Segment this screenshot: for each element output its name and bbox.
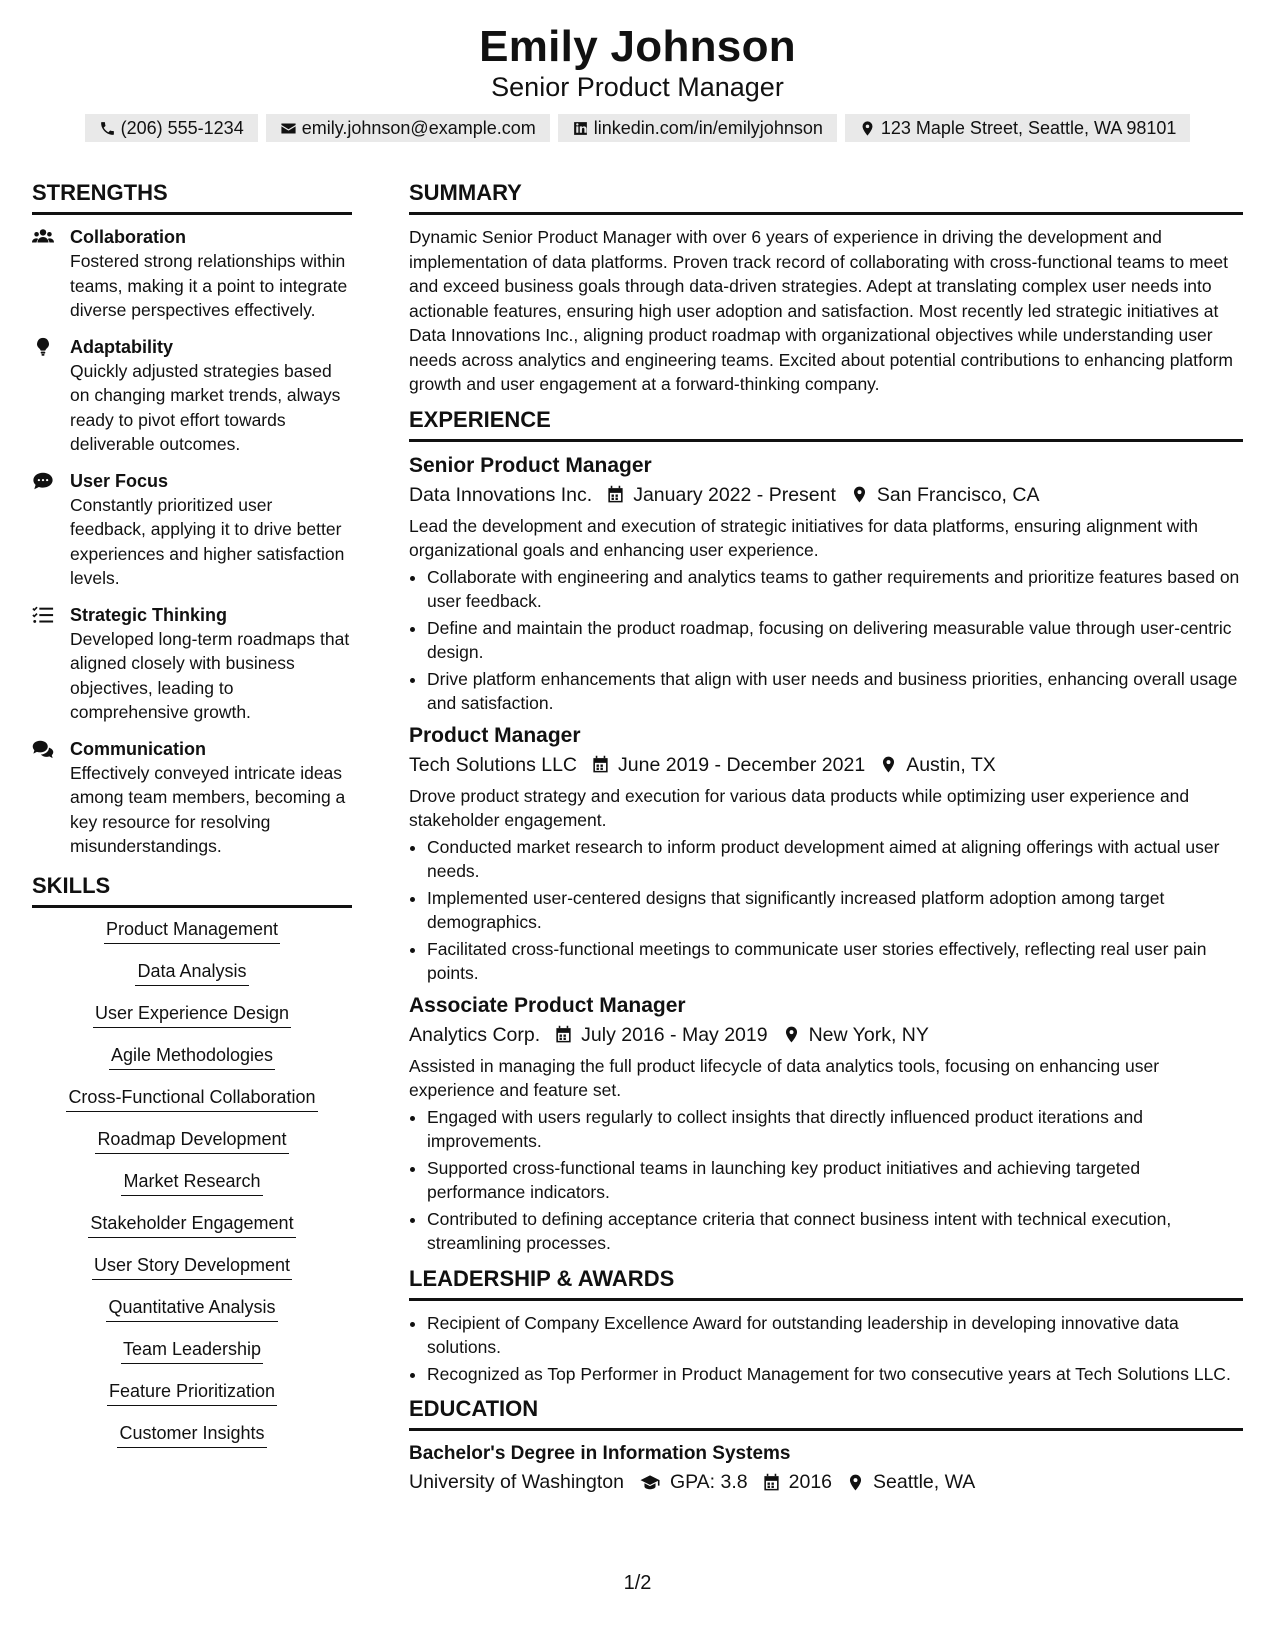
contact-bar	[0, 114, 1275, 142]
skill-tag: Agile Methodologies	[109, 1044, 275, 1070]
school-name: University of Washington	[409, 1471, 624, 1493]
job-location: New York, NY	[808, 1023, 929, 1046]
skill-tag: Customer Insights	[117, 1422, 266, 1448]
bullet-item: • Contributed to defining acceptance criteria that connect business intent with technical execution, streamlining processes.	[427, 1207, 1243, 1256]
comment-icon	[32, 471, 54, 491]
calendar-icon	[762, 1473, 781, 1492]
job-description: Assisted in managing the full product lifecycle of data analytics tools, focusing on enhancing user experience and feature set.	[409, 1055, 1160, 1100]
strength-desc: Constantly prioritized user feedback, applying it to drive better experiences and higher satisfaction levels.	[70, 494, 345, 588]
strength-title: Collaboration	[70, 227, 186, 247]
skill-tag: User Experience Design	[93, 1002, 291, 1028]
left-column	[32, 180, 352, 1464]
strength-item	[32, 225, 352, 323]
skill-tag: Feature Prioritization	[107, 1380, 277, 1406]
job-description: Lead the development and execution of strategic initiatives for data platforms, ensuring alignment with organizational goals and enhancing user experience.	[409, 515, 1198, 560]
right-column	[409, 180, 1243, 1501]
job-entry	[409, 452, 1243, 716]
job-meta	[409, 480, 1243, 510]
job-company: Analytics Corp.	[409, 1023, 541, 1046]
skill-tag: Stakeholder Engagement	[88, 1212, 295, 1238]
strength-item	[32, 603, 352, 725]
comments-icon	[32, 739, 54, 759]
job-bullets	[409, 565, 1243, 716]
leadership-bullets	[409, 1311, 1243, 1387]
strength-title: Strategic Thinking	[70, 604, 228, 625]
degree-title: Bachelor's Degree in Information Systems	[409, 1443, 791, 1464]
job-dates: July 2016 - May 2019	[581, 1023, 768, 1046]
job-title: Senior Product Manager	[409, 453, 652, 477]
bullet-item: • Engaged with users regularly to collect insights that directly influenced product iterations and improvements.	[427, 1105, 1243, 1154]
contact-phone-text: (206) 555-1234	[120, 117, 244, 138]
job-location: Austin, TX	[906, 753, 996, 776]
map-pin-icon	[782, 1025, 801, 1044]
job-meta	[409, 1020, 1243, 1050]
bullet-item: • Recipient of Company Excellence Award for outstanding leadership in developing innovative data solutions.	[427, 1311, 1243, 1360]
job-entry	[409, 722, 1243, 986]
education-entry	[409, 1441, 1243, 1497]
linkedin-icon	[572, 120, 589, 137]
contact-email-text: emily.johnson@example.com	[301, 117, 536, 138]
skill-tag: Team Leadership	[121, 1338, 263, 1364]
job-entry	[409, 992, 1243, 1256]
calendar-icon	[591, 755, 610, 774]
contact-address	[845, 114, 1191, 142]
skills-heading: SKILLS	[32, 873, 352, 908]
lightbulb-icon	[32, 337, 54, 357]
calendar-icon	[606, 485, 625, 504]
map-pin-icon	[879, 755, 898, 774]
bullet-item: • Drive platform enhancements that align with user needs and business priorities, enhancing overall usage and satisfaction.	[427, 667, 1243, 716]
list-check-icon	[32, 605, 54, 625]
bullet-item: • Define and maintain the product roadmap, focusing on delivering measurable value through user-centric design.	[427, 616, 1243, 665]
strength-title: Communication	[70, 738, 207, 759]
map-pin-icon	[859, 120, 876, 137]
phone-icon	[99, 120, 116, 137]
strength-item	[32, 469, 352, 591]
job-company: Tech Solutions LLC	[409, 753, 578, 776]
job-company: Data Innovations Inc.	[409, 483, 593, 506]
strength-desc: Fostered strong relationships within teams, making it a point to integrate diverse perspectives effectively.	[70, 251, 348, 320]
map-pin-icon	[846, 1473, 865, 1492]
summary-text: Dynamic Senior Product Manager with over 6 years of experience in driving the development and implementation of data platforms. Proven track record of collaborating with cross-functional teams to meet and exceed business goals through data-driven strategies. Adept at translating complex user needs into actionable features, ensuring high user adoption and satisfaction. Most recently led strategic initiatives at Data Innovations Inc., aligning product roadmap with organizational objectives while understanding user needs across analytics and engineering teams. Excited about potential contributions to enhancing platform growth and user engagement at a forward-thinking company.	[409, 227, 1233, 394]
job-title: Product Manager	[409, 723, 581, 747]
skill-tag: Roadmap Development	[95, 1128, 288, 1154]
experience-heading: EXPERIENCE	[409, 407, 1243, 442]
envelope-icon	[280, 120, 297, 137]
strength-desc: Quickly adjusted strategies based on changing market trends, always ready to pivot effort towards deliverable outcomes.	[70, 360, 341, 454]
bullet-item: • Implemented user-centered designs that significantly increased platform adoption among target demographics.	[427, 886, 1243, 935]
contact-email[interactable]	[266, 114, 550, 142]
school-location: Seattle, WA	[873, 1471, 976, 1493]
strengths-heading: STRENGTHS	[32, 180, 352, 215]
contact-linkedin[interactable]	[558, 114, 837, 142]
candidate-name: Emily Johnson	[479, 22, 796, 71]
strength-item	[32, 737, 352, 859]
strength-title: User Focus	[70, 470, 169, 491]
job-bullets	[409, 1105, 1243, 1256]
skill-tag: Cross-Functional Collaboration	[66, 1086, 317, 1112]
job-description: Drove product strategy and execution for various data products while optimizing user experience and stakeholder engagement.	[409, 785, 1190, 830]
calendar-icon	[554, 1025, 573, 1044]
job-dates: June 2019 - December 2021	[618, 753, 866, 776]
skill-tag: Market Research	[121, 1170, 262, 1196]
bullet-item: • Recognized as Top Performer in Product Management for two consecutive years at Tech Solutions LLC.	[427, 1362, 1243, 1387]
contact-address-text: 123 Maple Street, Seattle, WA 98101	[880, 117, 1177, 138]
candidate-role: Senior Product Manager	[491, 72, 784, 102]
bullet-item: • Collaborate with engineering and analytics teams to gather requirements and prioritize features based on user feedback.	[427, 565, 1243, 614]
graduation-year: 2016	[788, 1471, 833, 1493]
skill-tag: Product Management	[104, 918, 280, 944]
strength-desc: Effectively conveyed intricate ideas among team members, becoming a key resource for resolving misunderstandings.	[70, 762, 346, 856]
job-meta	[409, 750, 1243, 780]
strength-item	[32, 335, 352, 457]
job-title: Associate Product Manager	[409, 993, 686, 1017]
strength-title: Adaptability	[70, 336, 174, 357]
bullet-item: • Conducted market research to inform product development aimed at aligning offerings with actual user needs.	[427, 835, 1243, 884]
job-bullets	[409, 835, 1243, 986]
bullet-item: • Supported cross-functional teams in launching key product initiatives and achieving targeted performance indicators.	[427, 1156, 1243, 1205]
gpa: GPA: 3.8	[669, 1471, 748, 1493]
skill-tag: User Story Development	[92, 1254, 292, 1280]
skill-tag: Data Analysis	[135, 960, 248, 986]
users-icon	[32, 227, 54, 247]
map-pin-icon	[850, 485, 869, 504]
skill-tag: Quantitative Analysis	[106, 1296, 277, 1322]
bullet-item: • Facilitated cross-functional meetings to communicate user stories effectively, reflecting real user pain points.	[427, 937, 1243, 986]
page-number: 1/2	[623, 1572, 652, 1594]
contact-linkedin-text: linkedin.com/in/emilyjohnson	[593, 117, 823, 138]
education-heading: EDUCATION	[409, 1396, 1243, 1431]
strength-desc: Developed long-term roadmaps that aligned closely with business objectives, leading to comprehensive growth.	[70, 628, 350, 722]
job-dates: January 2022 - Present	[633, 483, 836, 506]
education-meta	[409, 1467, 1243, 1497]
contact-phone[interactable]	[85, 114, 258, 142]
job-location: San Francisco, CA	[876, 483, 1040, 506]
graduation-cap-icon	[638, 1473, 662, 1492]
skills-list	[32, 918, 352, 1464]
summary-heading: SUMMARY	[409, 180, 1243, 215]
leadership-heading: LEADERSHIP & AWARDS	[409, 1266, 1243, 1301]
